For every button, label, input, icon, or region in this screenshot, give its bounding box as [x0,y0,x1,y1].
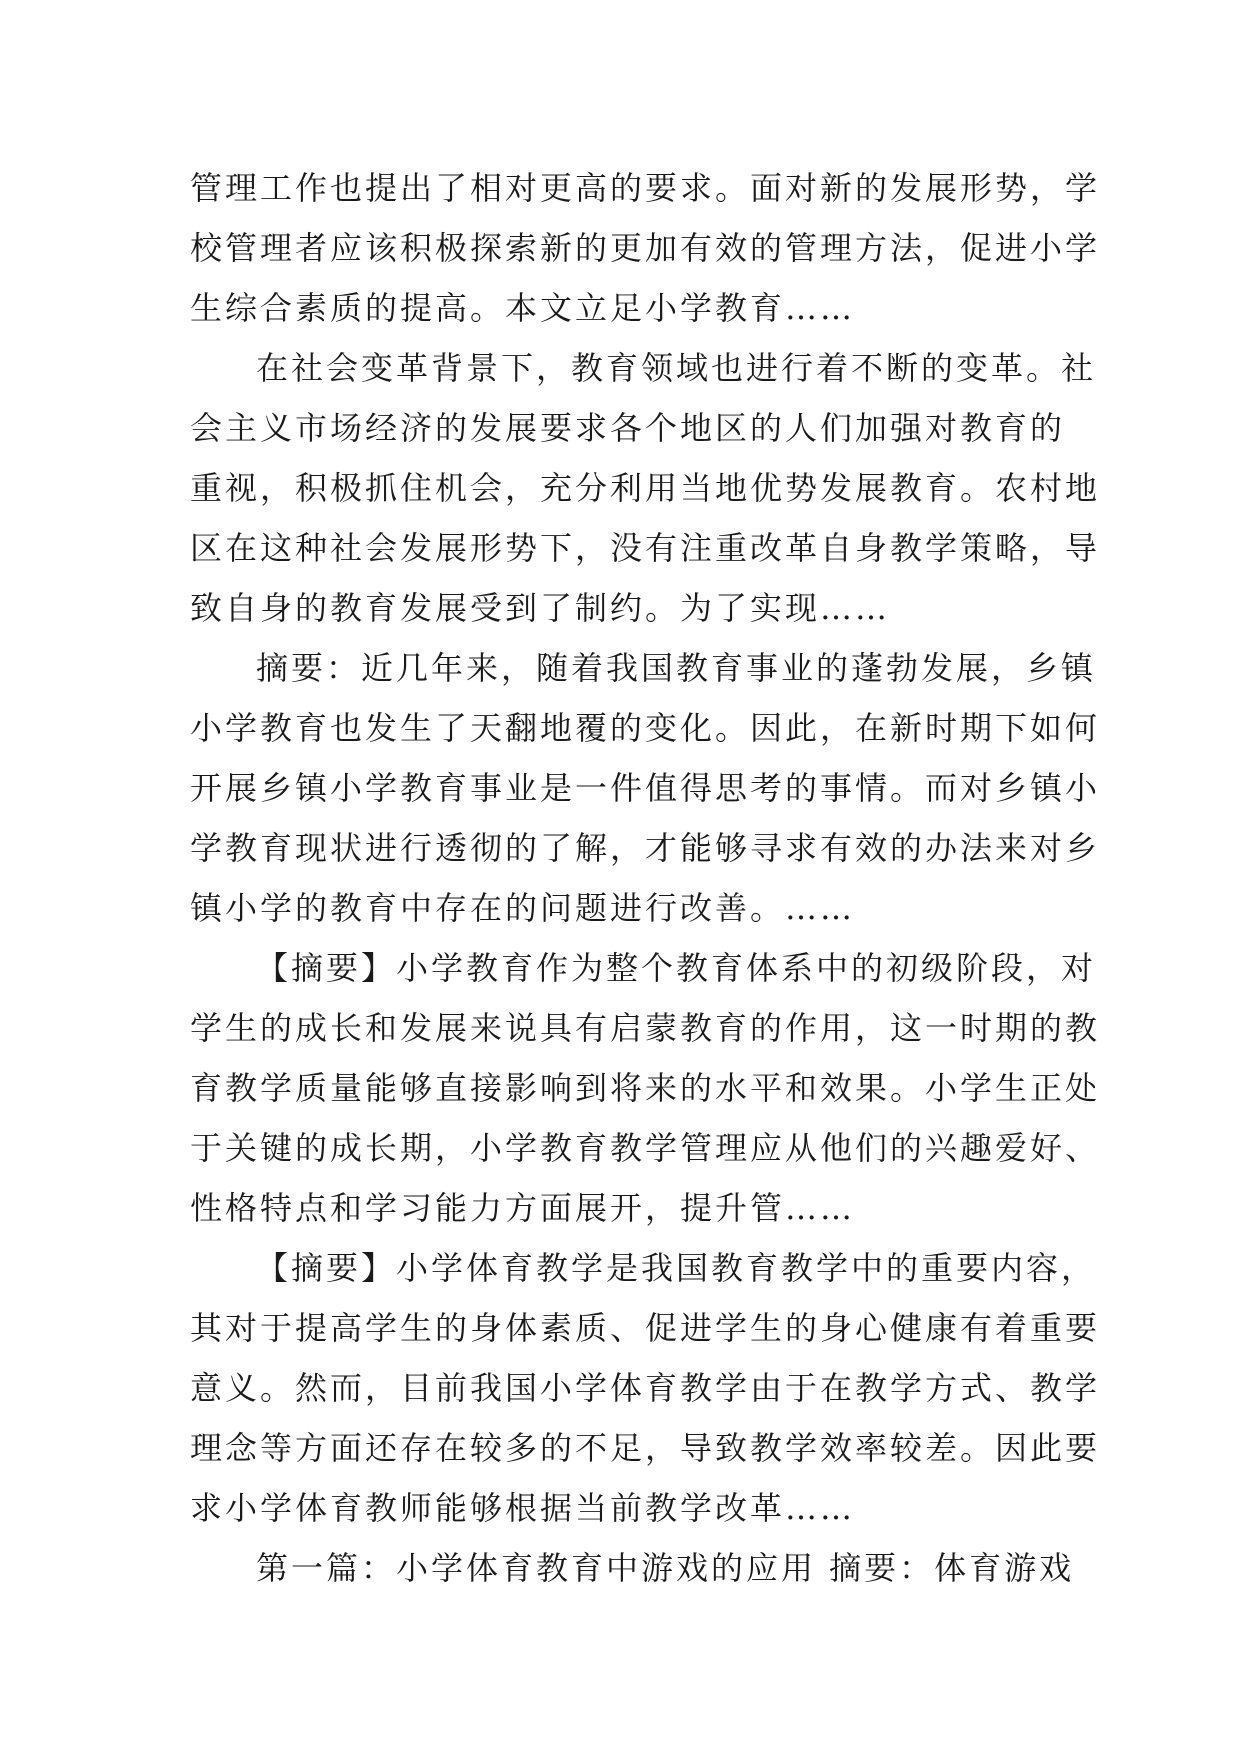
text-line: 校管理者应该积极探索新的更加有效的管理方法，促进小学 [190,229,1101,267]
text-line: 管理工作也提出了相对更高的要求。面对新的发展形势，学 [190,169,1101,207]
text-line: 【摘要】小学教育作为整个教育体系中的初级阶段，对 [256,949,1097,987]
text-line: 学生的成长和发展来说具有启蒙教育的作用，这一时期的教 [190,1009,1101,1047]
text-line: 开展乡镇小学教育事业是一件值得思考的事情。而对乡镇小 [190,769,1101,807]
text-line: 重视，积极抓住机会，充分利用当地优势发展教育。农村地 [190,469,1101,507]
text-line: 生综合素质的提高。本文立足小学教育…… [190,289,856,327]
text-line: 理念等方面还存在较多的不足，导致教学效率较差。因此要 [190,1429,1101,1467]
text-line: 学教育现状进行透彻的了解，才能够寻求有效的办法来对乡 [190,829,1101,867]
text-line: 求小学体育教师能够根据当前教学改革…… [190,1489,856,1527]
text-line: 会主义市场经济的发展要求各个地区的人们加强对教育的 [190,409,1066,447]
text-line: 小学教育也发生了天翻地覆的变化。因此，在新时期下如何 [190,709,1101,747]
text-line: 摘要：近几年来，随着我国教育事业的蓬勃发展，乡镇 [256,649,1097,687]
text-line: 育教学质量能够直接影响到将来的水平和效果。小学生正处 [190,1069,1101,1107]
document-body [190,158,1101,1598]
text-line: 镇小学的教育中存在的问题进行改善。…… [190,889,856,927]
text-line: 意义。然而，目前我国小学体育教学由于在教学方式、教学 [190,1369,1101,1407]
text-line: 于关键的成长期，小学教育教学管理应从他们的兴趣爱好、 [190,1129,1101,1167]
text-line: 区在这种社会发展形势下，没有注重改革自身教学策略，导 [190,529,1101,567]
text-line: 性格特点和学习能力方面展开，提升管…… [190,1189,856,1227]
text-line: 第一篇：小学体育教育中游戏的应用 摘要：体育游戏 [256,1549,1075,1587]
text-line: 其对于提高学生的身体素质、促进学生的身心健康有着重要 [190,1309,1101,1347]
text-line: 【摘要】小学体育教学是我国教育教学中的重要内容， [256,1249,1097,1287]
text-line: 在社会变革背景下，教育领域也进行着不断的变革。社 [256,349,1097,387]
text-line: 致自身的教育发展受到了制约。为了实现…… [190,589,891,627]
